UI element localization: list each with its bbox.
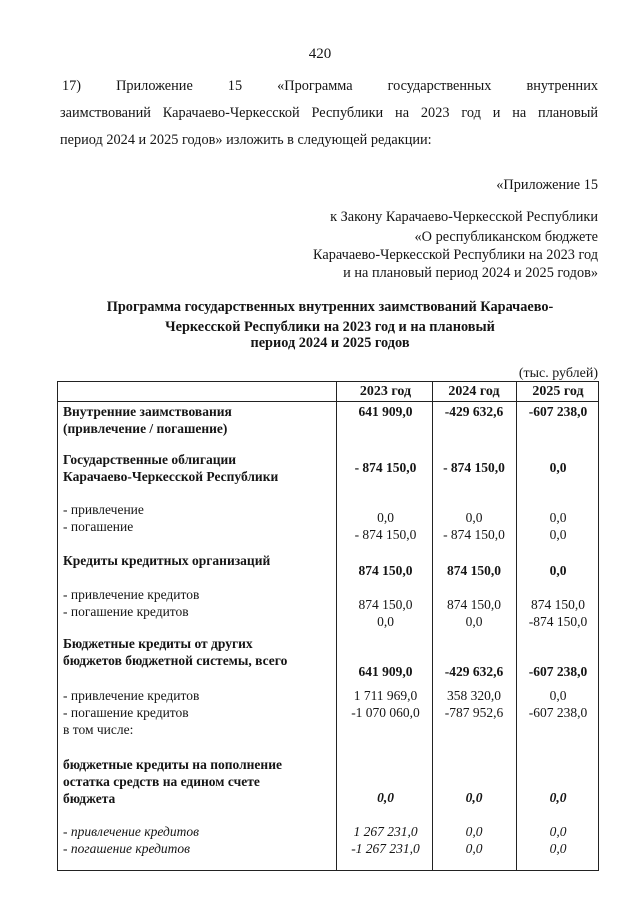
cell-value: 1 267 231,0 [353, 824, 418, 839]
row-label [63, 586, 199, 620]
cell-value: -607 238,0 [528, 404, 588, 419]
intro-word: Приложение [116, 78, 193, 94]
cell-value: - 874 150,0 [443, 460, 505, 475]
program-title-line: Программа государственных внутренних заимствований Карачаево- [106, 299, 554, 315]
row-label [63, 451, 278, 485]
cell-value: -607 238,0 [528, 664, 588, 679]
annex-line: и на плановый период 2024 и 2025 годов» [343, 265, 598, 281]
row-label-line: - погашение кредитов [63, 705, 189, 720]
cell-value: 0,0 [549, 790, 567, 805]
program-title-line: Черкесской Республики на 2023 год и на плановый [165, 319, 495, 335]
column-header-2024: 2024 год [448, 384, 500, 399]
cell-value: 0,0 [465, 824, 483, 839]
column-divider [336, 382, 337, 870]
value-2024 [434, 687, 514, 721]
value-2025 [518, 663, 598, 680]
intro-line-1 [62, 78, 598, 95]
value-2024 [434, 823, 514, 857]
cell-value: 0,0 [465, 841, 483, 856]
cell-value: -874 150,0 [528, 614, 588, 629]
value-2025 [518, 596, 598, 630]
annex-line: к Закону Карачаево-Черкесской Республики [330, 209, 598, 225]
cell-value: 0,0 [549, 460, 567, 475]
units-label: (тыс. рублей) [518, 366, 598, 381]
cell-value: 874 150,0 [447, 597, 501, 612]
cell-value: - 874 150,0 [443, 527, 505, 542]
cell-value: 0,0 [549, 824, 567, 839]
cell-value: 0,0 [465, 510, 483, 525]
value-2025 [518, 459, 598, 476]
cell-value: 0,0 [549, 510, 567, 525]
value-2024 [434, 789, 514, 806]
row-label-line: Внутренние заимствования [63, 404, 232, 419]
row-label-line: - привлечение кредитов [63, 587, 200, 602]
cell-value: 1 711 969,0 [353, 688, 418, 703]
value-2025 [518, 509, 598, 543]
intro-word: государственных [387, 78, 492, 94]
cell-value: 358 320,0 [447, 688, 501, 703]
cell-value: 0,0 [549, 688, 567, 703]
cell-value: 641 909,0 [358, 664, 413, 679]
cell-value: - 874 150,0 [354, 527, 417, 542]
row-label-line: Государственные облигации [63, 452, 237, 467]
cell-value: 0,0 [549, 563, 567, 578]
row-label-line: бюджета [63, 791, 116, 806]
value-2024 [434, 663, 514, 680]
row-label-line: - погашение кредитов [63, 604, 189, 619]
cell-value: - 874 150,0 [354, 460, 417, 475]
value-2024 [434, 509, 514, 543]
value-2023 [340, 509, 431, 543]
row-label-line: Бюджетные кредиты от других [63, 636, 253, 651]
value-2023 [340, 459, 431, 476]
value-2024 [434, 459, 514, 476]
cell-value: -1 070 060,0 [351, 705, 420, 720]
value-2025 [518, 403, 598, 420]
annex-heading: «Приложение 15 [496, 177, 598, 193]
value-2025 [518, 687, 598, 721]
value-2023 [340, 663, 431, 680]
row-label [63, 501, 144, 535]
cell-value: 0,0 [465, 790, 483, 805]
row-label [63, 687, 199, 738]
intro-line-2: заимствований Карачаево-Черкесской Республики на 2023 год и на плановый [60, 105, 598, 121]
intro-word: «Программа [277, 78, 353, 94]
column-header-2023: 2023 год [359, 384, 412, 399]
cell-value: 874 150,0 [358, 563, 413, 578]
value-2025 [518, 562, 598, 579]
row-label-line: - погашение кредитов [63, 841, 191, 856]
header-divider [58, 401, 598, 402]
value-2024 [434, 596, 514, 630]
intro-word: 15 [227, 78, 243, 94]
cell-value: -429 632,6 [444, 404, 504, 419]
row-label-line: в том числе: [63, 722, 134, 737]
program-title-line: период 2024 и 2025 годов [250, 335, 410, 351]
cell-value: 0,0 [465, 614, 483, 629]
value-2025 [518, 823, 598, 857]
cell-value: 641 909,0 [358, 404, 413, 419]
intro-word: внутренних [526, 78, 599, 94]
value-2024 [434, 562, 514, 579]
column-divider [516, 382, 517, 870]
row-label-line: - привлечение [63, 502, 144, 517]
row-label-line: - привлечение кредитов [63, 688, 200, 703]
intro-line-3: период 2024 и 2025 годов» изложить в следующей редакции: [60, 132, 432, 148]
borrowing-table [57, 381, 599, 871]
row-label [63, 635, 287, 669]
value-2025 [518, 789, 598, 806]
value-2023 [340, 562, 431, 579]
cell-value: 0,0 [549, 841, 567, 856]
annex-line: Карачаево-Черкесской Республики на 2023 год [313, 247, 598, 263]
row-label-line: Карачаево-Черкесской Республики [63, 469, 279, 484]
cell-value: 874 150,0 [358, 597, 413, 612]
row-label-line: Кредиты кредитных организаций [63, 553, 271, 568]
cell-value: -1 267 231,0 [351, 841, 420, 856]
row-label [63, 403, 232, 437]
value-2024 [434, 403, 514, 420]
row-label-line: - привлечение кредитов [63, 824, 199, 839]
row-label [63, 552, 270, 569]
cell-value: 874 150,0 [531, 597, 585, 612]
cell-value: -607 238,0 [528, 705, 588, 720]
row-label [63, 823, 199, 857]
column-header-2025: 2025 год [532, 384, 584, 399]
cell-value: -787 952,6 [444, 705, 504, 720]
row-label [63, 756, 282, 807]
annex-line: «О республиканском бюджете [414, 229, 598, 245]
row-label-line: бюджетов бюджетной системы, всего [63, 653, 288, 668]
intro-word: 17) [62, 78, 82, 94]
row-label-line: бюджетные кредиты на пополнение [63, 757, 282, 772]
row-label-line: остатка средств на едином счете [63, 774, 260, 789]
page-number: 420 [308, 46, 332, 62]
value-2023 [340, 687, 431, 721]
cell-value: 0,0 [377, 614, 394, 629]
cell-value: 0,0 [377, 510, 394, 525]
row-label-line: (привлечение / погашение) [63, 421, 228, 436]
value-2023 [340, 789, 431, 806]
value-2023 [340, 823, 431, 857]
cell-value: 0,0 [549, 527, 567, 542]
value-2023 [340, 596, 431, 630]
cell-value: -429 632,6 [444, 664, 504, 679]
value-2023 [340, 403, 431, 420]
cell-value: 874 150,0 [447, 563, 501, 578]
row-label-line: - погашение [63, 519, 134, 534]
cell-value: 0,0 [377, 790, 394, 805]
column-divider [432, 382, 433, 870]
